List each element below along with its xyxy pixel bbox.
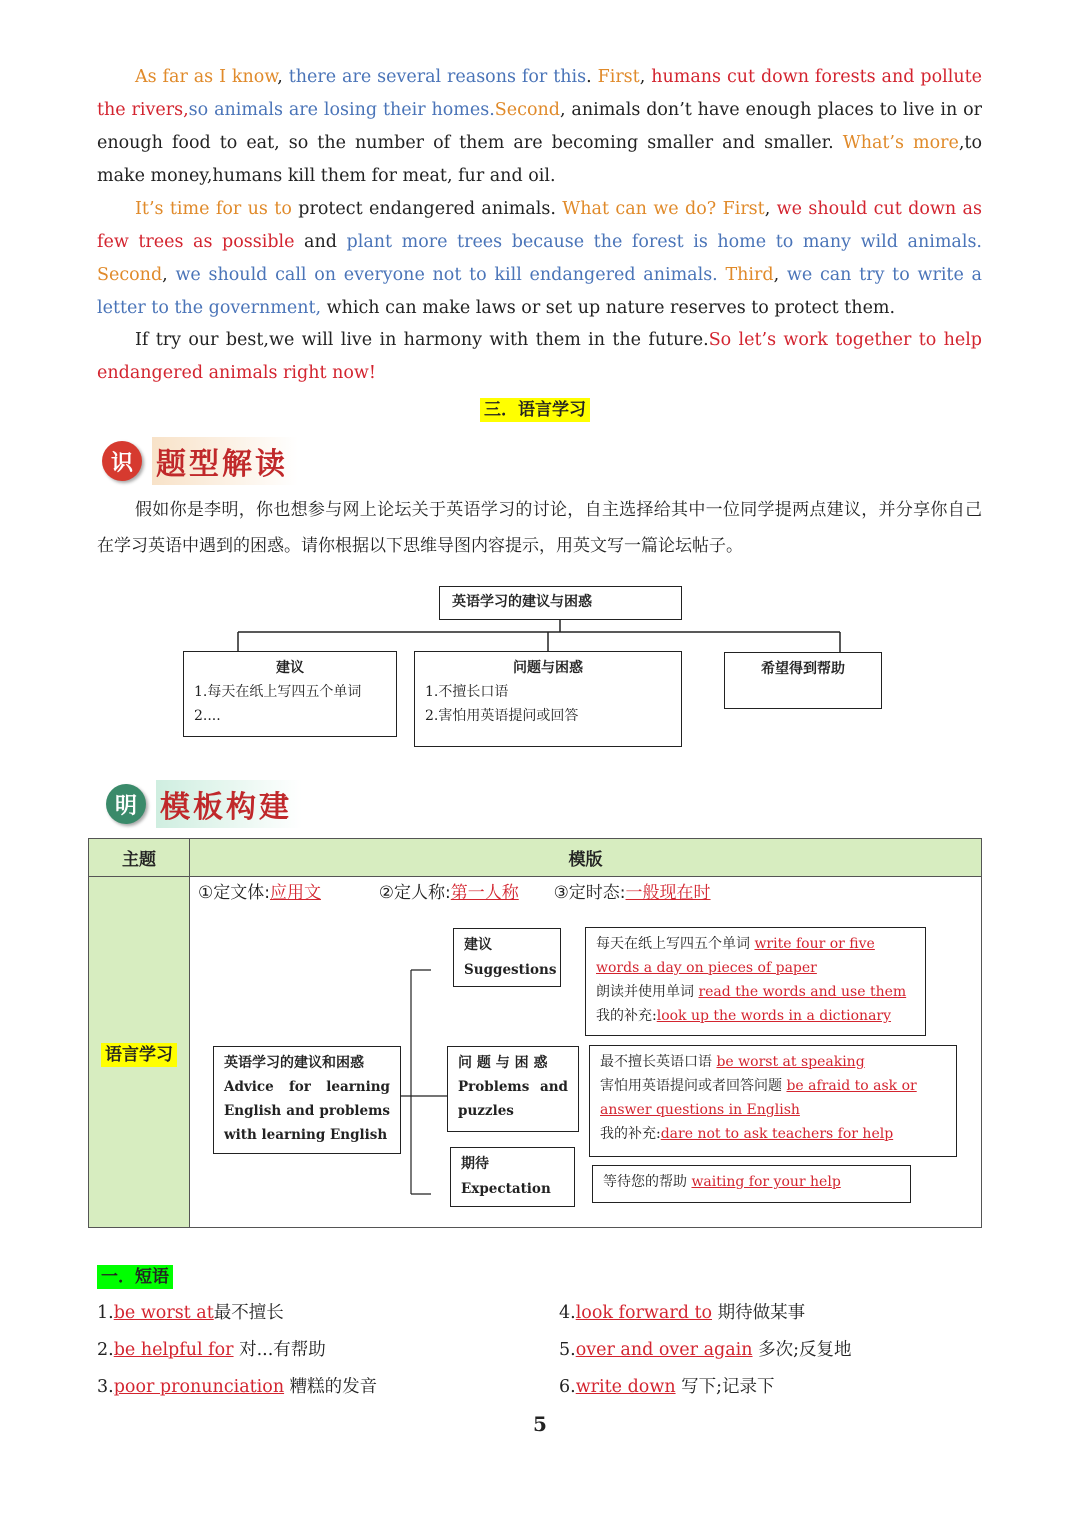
essay-text: Second: [494, 100, 560, 120]
phrase-item: [559, 1336, 852, 1361]
essay-text: What’s more: [842, 133, 959, 153]
essay-text: What can we do? First: [562, 199, 765, 219]
tense-label: ③定时态:: [553, 883, 626, 903]
essay-text: , animals don’t have enough places to live in or enough food to eat, so the number of them are becoming smaller and smaller.: [97, 100, 983, 153]
row-label-text: 语言学习: [101, 1043, 177, 1067]
phrase-item: [559, 1373, 775, 1398]
phrase-en: look forward to: [575, 1303, 713, 1323]
phrase-cn: 对...有帮助: [233, 1340, 326, 1360]
essay-text: Third: [725, 265, 774, 285]
badge-title: 题型解读: [152, 437, 298, 485]
style-label: ①定文体:: [198, 883, 270, 903]
detail-en: look up the words in a dictionary: [656, 1008, 892, 1024]
phrase-item: [97, 1336, 326, 1361]
person-label: ②定人称:: [378, 883, 451, 903]
essay-text: ,to make money,humans kill them for meat, fur and oil.: [97, 133, 982, 186]
essay-text: So let’s work together to help endangered animals right now!: [97, 330, 983, 383]
detail-en: waiting for your help: [691, 1174, 841, 1190]
detail-en: read the words and use them: [698, 984, 907, 1000]
center-node-cn: 英语学习的建议和困惑: [224, 1055, 364, 1071]
style-value: 应用文: [269, 883, 321, 903]
badge-circle-icon: 识: [102, 441, 142, 481]
detail-cn: 我的补充:: [600, 1126, 661, 1142]
tense-value: 一般现在时: [625, 883, 711, 903]
phrase-cn: 多次;反复地: [752, 1340, 852, 1360]
mindmap-suggestions-title: 建议: [276, 660, 304, 676]
phrase-en: over and over again: [575, 1340, 753, 1360]
essay-text: ,: [764, 199, 777, 219]
template-expectation-node: [450, 1147, 575, 1207]
template-expectation-detail: [592, 1165, 911, 1203]
table-header-template: 模版: [190, 839, 982, 877]
phrase-en: be helpful for: [113, 1340, 234, 1360]
phrases-heading-text: 一．短语: [97, 1265, 173, 1289]
detail-en: be afraid to ask or answer questions in English: [600, 1078, 917, 1118]
mindmap-line: 1.每天在纸上写四五个单词: [194, 684, 362, 700]
badge-title: 模板构建: [156, 780, 302, 828]
node-en: Expectation: [461, 1181, 551, 1197]
essay-text: there are several reasons for this: [288, 67, 587, 87]
node-en: Problems and puzzles: [458, 1079, 568, 1119]
node-cn: 期待: [461, 1156, 489, 1172]
essay-text: which can make laws or set up nature reserves to protect them.: [321, 298, 896, 318]
essay-text: Second: [97, 265, 163, 285]
template-center-node: [213, 1046, 401, 1154]
task-prompt: 假如你是李明，你也想参与网上论坛关于英语学习的讨论，自主选择给其中一位同学提两点建议，并分享你自己在学习英语中遇到的困惑。请你根据以下思维导图内容提示，用英文写一篇论坛帖子。: [97, 500, 982, 556]
essay-text: .: [586, 67, 598, 87]
essay-text: ,: [773, 265, 787, 285]
essay-text: plant more trees because the forest is home to many wild animals.: [346, 232, 982, 252]
phrase-num: 2.: [97, 1340, 114, 1360]
phrase-cn: 糟糕的发音: [284, 1377, 378, 1397]
phrase-item: [97, 1373, 377, 1398]
mindmap-problems-title: 问题与困惑: [513, 660, 583, 676]
mindmap-line: 2....: [194, 708, 221, 724]
detail-cn: 朗读并使用单词: [596, 984, 699, 1000]
essay-text: If try our best,we will live in harmony with them in the future.: [135, 330, 709, 350]
essay-text: ,: [639, 67, 652, 87]
template-suggestions-detail: [585, 927, 926, 1036]
essay-text: we should cut down as few trees as possible: [97, 199, 982, 252]
detail-en: be worst at speaking: [716, 1054, 865, 1070]
phrase-num: 4.: [559, 1303, 576, 1323]
detail-en: dare not to ask teachers for help: [660, 1126, 894, 1142]
essay-text: ,: [277, 67, 289, 87]
essay-text: and: [294, 232, 347, 252]
essay-text: so animals are losing their homes.: [188, 100, 495, 120]
essay-text: ,: [162, 265, 176, 285]
phrase-en: poor pronunciation: [113, 1377, 285, 1397]
essay-text: we should call on everyone not to kill endangered animals.: [175, 265, 726, 285]
badge-circle-icon: 明: [106, 784, 146, 824]
template-problems-detail: [589, 1045, 957, 1157]
mindmap-help-title: 希望得到帮助: [761, 661, 845, 677]
mindmap-line: 1.不擅长口语: [425, 684, 509, 700]
essay-text: protect endangered animals.: [291, 199, 563, 219]
detail-cn: 等待您的帮助: [603, 1174, 692, 1190]
phrase-item: [97, 1299, 284, 1324]
detail-cn: 最不擅长英语口语: [600, 1054, 717, 1070]
phrases-heading: [97, 1262, 173, 1287]
detail-cn: 害怕用英语提问或者回答问题: [600, 1078, 787, 1094]
node-cn: 问 题 与 困 惑: [458, 1055, 548, 1071]
essay-text: As far as I know: [135, 67, 278, 87]
phrase-en: write down: [575, 1377, 676, 1397]
section-heading-text: 三．语言学习: [480, 398, 590, 422]
phrase-cn: 最不擅长: [213, 1303, 284, 1323]
template-suggestions-node: [453, 928, 561, 987]
detail-en: write four or five words a day on pieces of paper: [596, 936, 875, 976]
phrase-num: 3.: [97, 1377, 114, 1397]
mindmap-line: 2.害怕用英语提问或回答: [425, 708, 579, 724]
essay-text: we can try to write a letter to the government,: [97, 265, 982, 318]
node-cn: 建议: [464, 937, 492, 953]
mindmap-root: 英语学习的建议与困惑: [439, 586, 682, 620]
phrase-cn: 期待做某事: [712, 1303, 806, 1323]
phrase-num: 1.: [97, 1303, 114, 1323]
essay-text: It’s time for us to: [135, 199, 292, 219]
phrase-cn: 写下;记录下: [675, 1377, 775, 1397]
phrase-en: be worst at: [113, 1303, 214, 1323]
page-number: 5: [533, 1412, 547, 1436]
table-header-topic: 主题: [89, 839, 190, 877]
phrase-num: 6.: [559, 1377, 576, 1397]
essay-text: First: [597, 67, 640, 87]
phrase-num: 5.: [559, 1340, 576, 1360]
essay-text: humans cut down forests and pollute the rivers,: [97, 67, 982, 120]
phrase-item: [559, 1299, 805, 1324]
center-node-en: Advice for learning English and problems with learning English: [224, 1079, 390, 1143]
detail-cn: 每天在纸上写四五个单词: [596, 936, 755, 952]
detail-cn: 我的补充:: [596, 1008, 657, 1024]
person-value: 第一人称: [450, 883, 519, 903]
node-en: Suggestions: [464, 962, 557, 978]
template-problems-node: [447, 1046, 579, 1132]
